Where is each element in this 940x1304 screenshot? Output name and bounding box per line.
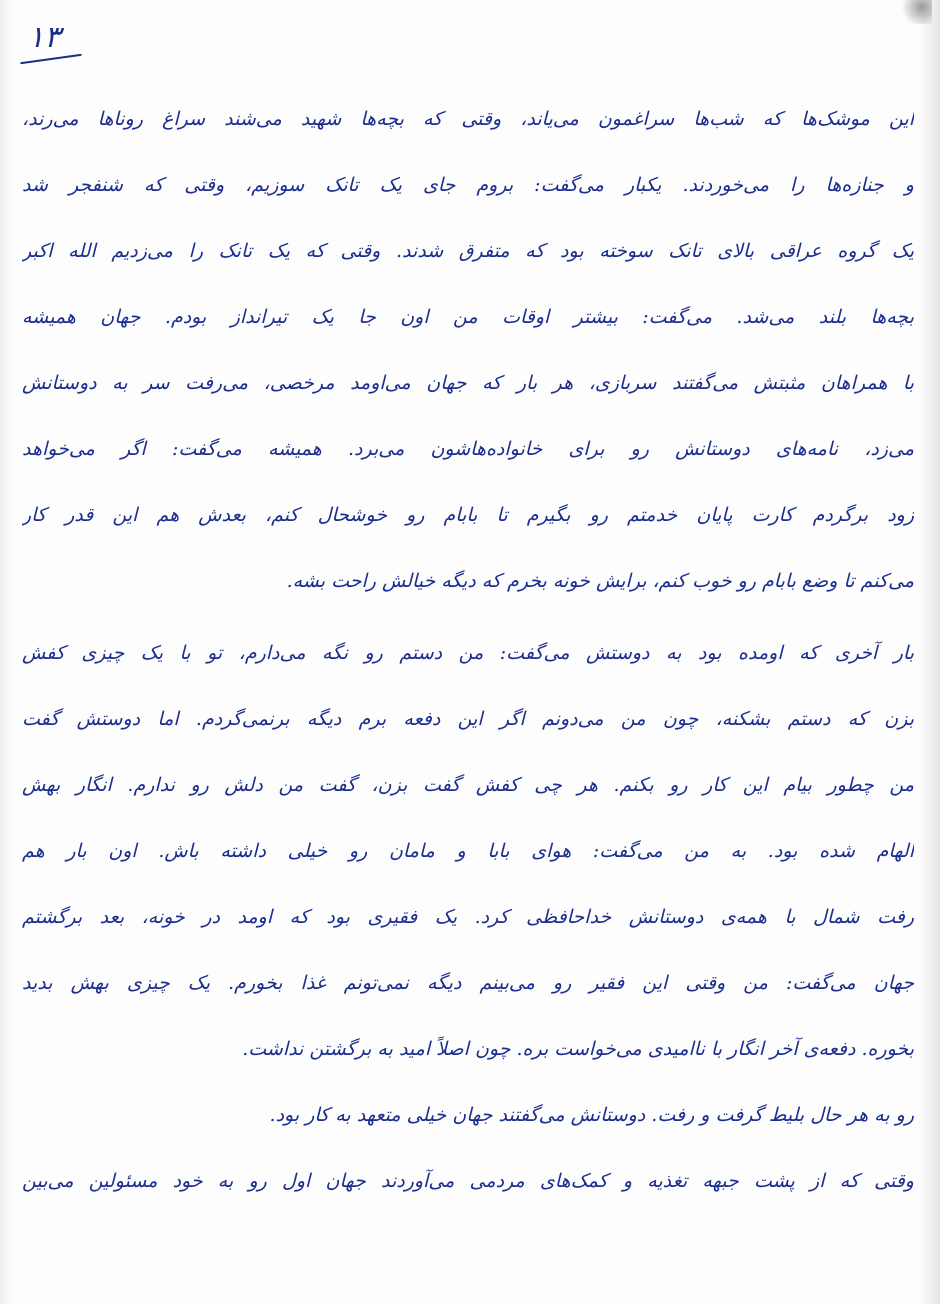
text-line-5: با همراهان مثبتش می‌گفتند سربازی، هر بار که جهان می‌اومد مرخصی، می‌رفت سر به دوستانش (22, 372, 914, 394)
handwritten-text-block (22, 86, 914, 1214)
text-line-10: بزن که دستم بشکنه، چون من می‌دونم اگر این دفعه برم دیگه برنمی‌گردم. اما دوستش گفت (22, 708, 914, 730)
text-line-1: این موشک‌ها که شب‌ها سراغمون می‌یاند، وقتی که بچه‌ها شهید می‌شند سراغ روناها می‌رند، (22, 108, 914, 130)
text-line-6: می‌زد، نامه‌های دوستانش رو برای خانواده‌هاشون می‌برد. همیشه می‌گفت: اگر می‌خواهد (22, 438, 914, 460)
page-number: ۱۳ (28, 20, 61, 55)
text-line-7: زود برگردم کارت پایان خدمتم رو بگیرم تا بابام رو خوشحال کنم، بعدش هم این قدر کار (22, 504, 914, 526)
scan-shadow-left (0, 0, 12, 1304)
scan-shadow-right (918, 0, 940, 1304)
text-line-12: الهام شده بود. به من می‌گفت: هوای بابا و مامان رو خیلی داشته باش. اون بار هم (22, 840, 914, 862)
text-line-14: جهان می‌گفت: من وقتی این فقیر رو می‌بینم دیگه نمی‌تونم غذا بخورم. یک چیزی بهش بدید (22, 972, 914, 994)
text-line-16: رو به هر حال بلیط گرفت و رفت. دوستانش می‌گفتند جهان خیلی متعهد به کار بود. (269, 1104, 914, 1126)
text-line-3: یک گروه عراقی بالای تانک سوخته بود که متفرق شدند. وقتی که یک تانک را می‌زدیم الله اکبر (22, 240, 914, 262)
text-line-2: و جنازه‌ها را می‌خوردند. یکبار می‌گفت: بروم جای یک تانک سوزیم، وقتی که شنفجر شد (22, 174, 914, 196)
text-line-17: وقتی که از پشت جبهه تغذیه و کمک‌های مردمی می‌آوردند جهان اول رو به خود مسئولین می‌بین (22, 1170, 914, 1192)
text-line-15: بخوره. دفعه‌ی آخر انگار با ناامیدی می‌خواست بره. چون اصلاً امید به برگشتن نداشت. (242, 1038, 914, 1060)
text-line-11: من چطور بیام این کار رو بکنم. هر چی کفش گفت بزن، گفت من دلش رو ندارم. انگار بهش (22, 774, 914, 796)
text-line-8: می‌کنم تا وضع بابام رو خوب کنم، برایش خونه بخرم که دیگه خیالش راحت بشه. (286, 570, 914, 592)
text-line-13: رفت شمال با همه‌ی دوستانش خداحافظی کرد. یک فقیری بود که اومد در خونه، بعد برگشتم (22, 906, 914, 928)
page-number-underline (20, 54, 82, 65)
scan-corner-mark (898, 0, 932, 24)
text-line-9: بار آخری که اومده بود به دوستش می‌گفت: من دستم رو نگه می‌دارم، تو با یک چیزی کفش (22, 642, 914, 664)
text-line-4: بچه‌ها بلند می‌شد. می‌گفت: بیشتر اوقات من اون جا یک تیرانداز بودم. جهان همیشه (22, 306, 914, 328)
